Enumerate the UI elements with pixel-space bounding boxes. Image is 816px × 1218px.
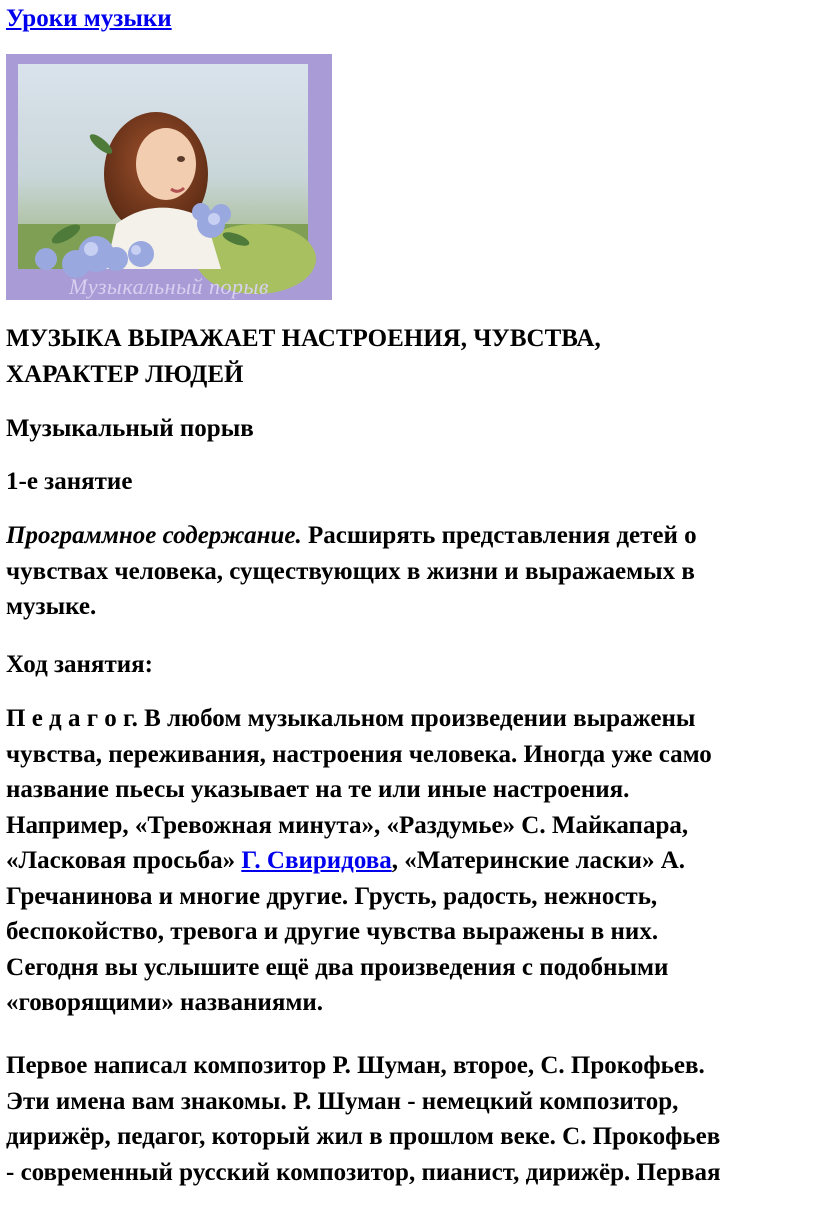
painting-caption: Музыкальный порыв	[69, 274, 269, 299]
text-line	[6, 843, 812, 879]
text-line: Например, «Тревожная минута», «Раздумье» С. Майкапара,	[6, 811, 689, 839]
program-text: Расширять представления детей о	[301, 522, 697, 549]
page-title	[6, 321, 812, 393]
text-line: дирижёр, педагог, который жил в прошлом веке. С. Прокофьев	[6, 1123, 721, 1150]
lessons-link[interactable]: Уроки музыки	[6, 5, 172, 32]
text-line: Гречанинова и многие другие. Грусть, радость, нежность,	[6, 882, 658, 910]
text-line: «говорящими» названиями.	[6, 989, 324, 1016]
paragraph-teacher	[6, 701, 812, 1021]
text-line: Первое написал композитор Р. Шуман, второе, С. Прокофьев.	[6, 1052, 705, 1079]
text-line: Эти имена вам знакомы. Р. Шуман - немецкий композитор,	[6, 1087, 679, 1115]
text-line: П е д а г о г. В любом музыкальном произведении выражены	[6, 705, 696, 732]
title-line: МУЗЫКА ВЫРАЖАЕТ НАСТРОЕНИЯ, ЧУВСТВА,	[6, 325, 601, 352]
text-line: чувства, переживания, настроения человека. Иногда уже само	[6, 740, 712, 768]
program-lead: Программное содержание.	[6, 522, 302, 549]
painting-image	[6, 54, 332, 300]
text-line: Сегодня вы услышите ещё два произведения с подобными	[6, 953, 669, 981]
program-line: чувствах человека, существующих в жизни и выражаемых в	[6, 557, 695, 585]
lesson-number: 1-е занятие	[6, 468, 133, 495]
program-line	[6, 518, 812, 554]
text-line: название пьесы указывает на те или иные настроения.	[6, 776, 630, 803]
text-segment: «Ласковая просьба»	[6, 847, 242, 874]
title-line: ХАРАКТЕР ЛЮДЕЙ	[6, 361, 244, 388]
paragraph-composers	[6, 1048, 812, 1190]
lesson-progress-heading: Ход занятия:	[6, 651, 153, 678]
painting-icon	[6, 54, 332, 300]
subtitle: Музыкальный порыв	[6, 415, 254, 442]
text-segment: , «Материнские ласки» А.	[391, 847, 685, 874]
program-content	[6, 518, 812, 625]
text-line: беспокойство, тревога и другие чувства выражены в них.	[6, 918, 659, 945]
text-line: - современный русский композитор, пианист, дирижёр. Первая	[6, 1158, 721, 1186]
program-line: музыке.	[6, 593, 97, 620]
sviridov-link[interactable]: Г. Свиридова	[241, 847, 392, 874]
